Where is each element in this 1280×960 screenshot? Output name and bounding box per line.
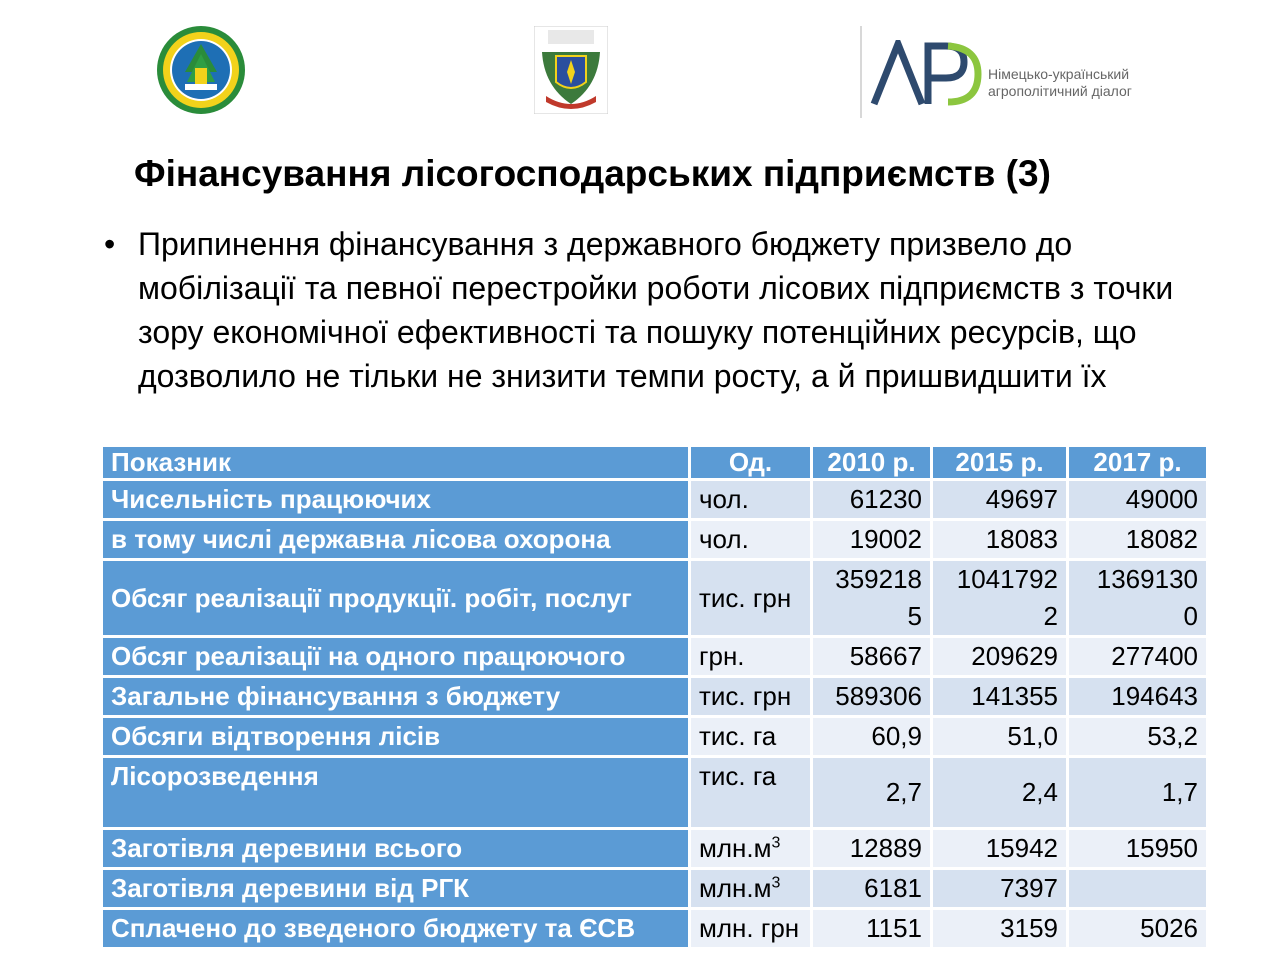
row-unit: тис. грн: [690, 560, 812, 637]
value-2017: 1,7: [1068, 757, 1208, 829]
row-unit-superscript: 3: [771, 834, 781, 852]
table-row: [102, 560, 1208, 637]
value-2010: 589306: [812, 677, 932, 717]
table-row: [102, 677, 1208, 717]
value-2015: 7397: [932, 869, 1068, 909]
value-2017: 15950: [1068, 829, 1208, 869]
row-unit: тис. га: [690, 757, 812, 829]
apd-caption-line2: агрополітичний діалог: [988, 83, 1132, 99]
row-label: Сплачено до зведеного бюджету та ЄСВ: [102, 909, 690, 949]
row-label: Чисельність працюючих: [102, 480, 690, 520]
header-year-2010: 2010 р.: [812, 446, 932, 480]
value-2010: 58667: [812, 637, 932, 677]
table-header-row: [102, 446, 1208, 480]
value-2015: 49697: [932, 480, 1068, 520]
value-2010: [812, 560, 932, 637]
logo-divider: [860, 26, 862, 118]
value-2010-line2: 5: [907, 601, 922, 631]
row-unit-text: млн.м: [699, 833, 772, 863]
row-label: Обсяги відтворення лісів: [102, 717, 690, 757]
value-2017: 18082: [1068, 520, 1208, 560]
value-2015: [932, 560, 1068, 637]
table-row: [102, 717, 1208, 757]
value-2010: 60,9: [812, 717, 932, 757]
value-2010: 1151: [812, 909, 932, 949]
value-2015: 51,0: [932, 717, 1068, 757]
value-2017-line2: 0: [1183, 601, 1198, 631]
page-title: Фінансування лісогосподарських підприємств (3): [134, 153, 1051, 194]
row-unit: чол.: [690, 480, 812, 520]
value-2010: 2,7: [812, 757, 932, 829]
value-2015: 209629: [932, 637, 1068, 677]
row-label: Заготівля деревини від РГК: [102, 869, 690, 909]
row-unit: млн. грн: [690, 909, 812, 949]
header-year-2017: 2017 р.: [1068, 446, 1208, 480]
value-2017: [1068, 869, 1208, 909]
value-2010: 61230: [812, 480, 932, 520]
row-unit: тис. грн: [690, 677, 812, 717]
header-unit: Од.: [690, 446, 812, 480]
value-2015: 2,4: [932, 757, 1068, 829]
value-2015: 18083: [932, 520, 1068, 560]
table-row: [102, 869, 1208, 909]
header-year-2015: 2015 р.: [932, 446, 1068, 480]
table-row: [102, 480, 1208, 520]
value-2015: 3159: [932, 909, 1068, 949]
value-2010: 19002: [812, 520, 932, 560]
row-unit: грн.: [690, 637, 812, 677]
row-unit-superscript: 3: [771, 874, 781, 892]
row-label: Лісорозведення: [102, 757, 690, 829]
apd-caption-line1: Німецько-український: [988, 66, 1130, 82]
value-2010-line1: 359218: [835, 564, 922, 594]
value-2010: 12889: [812, 829, 932, 869]
value-2017: 49000: [1068, 480, 1208, 520]
row-unit: [690, 869, 812, 909]
apd-caption: [988, 66, 1132, 100]
institute-coat-of-arms-logo: [534, 26, 608, 114]
value-2015: 141355: [932, 677, 1068, 717]
row-unit: [690, 829, 812, 869]
bullet-text: Припинення фінансування з державного бюджету призвело до мобілізації та певної перестройки роботи лісових підприємств з точки зору економічної ефективності та пошуку потенційних ресурсів, що дозволило не тільки не знизити темпи росту, а й пришвидшити їх: [138, 226, 1174, 394]
row-unit: чол.: [690, 520, 812, 560]
university-seal-logo: [155, 24, 247, 116]
table-row: [102, 829, 1208, 869]
value-2015-line1: 1041792: [956, 564, 1058, 594]
value-2017: [1068, 560, 1208, 637]
row-label: Загальне фінансування з бюджету: [102, 677, 690, 717]
indicators-table: [100, 444, 1209, 950]
value-2015: 15942: [932, 829, 1068, 869]
table-row: [102, 757, 1208, 829]
row-label: Обсяг реалізації на одного працюючого: [102, 637, 690, 677]
table-row: [102, 909, 1208, 949]
bullet-dot-icon: •: [104, 226, 116, 262]
value-2017: 53,2: [1068, 717, 1208, 757]
value-2017: 5026: [1068, 909, 1208, 949]
table-row: [102, 520, 1208, 560]
row-unit: тис. га: [690, 717, 812, 757]
value-2017: 277400: [1068, 637, 1208, 677]
value-2017-line1: 1369130: [1096, 564, 1198, 594]
row-label: Заготівля деревини всього: [102, 829, 690, 869]
row-label: Обсяг реалізації продукції. робіт, послуг: [102, 560, 690, 637]
apd-logo: [860, 26, 1160, 118]
value-2015-line2: 2: [1043, 601, 1058, 631]
row-unit-text: млн.м: [699, 873, 772, 903]
value-2010: 6181: [812, 869, 932, 909]
row-label: в тому числі державна лісова охорона: [102, 520, 690, 560]
header-indicator: Показник: [102, 446, 690, 480]
table-row: [102, 637, 1208, 677]
value-2017: 194643: [1068, 677, 1208, 717]
